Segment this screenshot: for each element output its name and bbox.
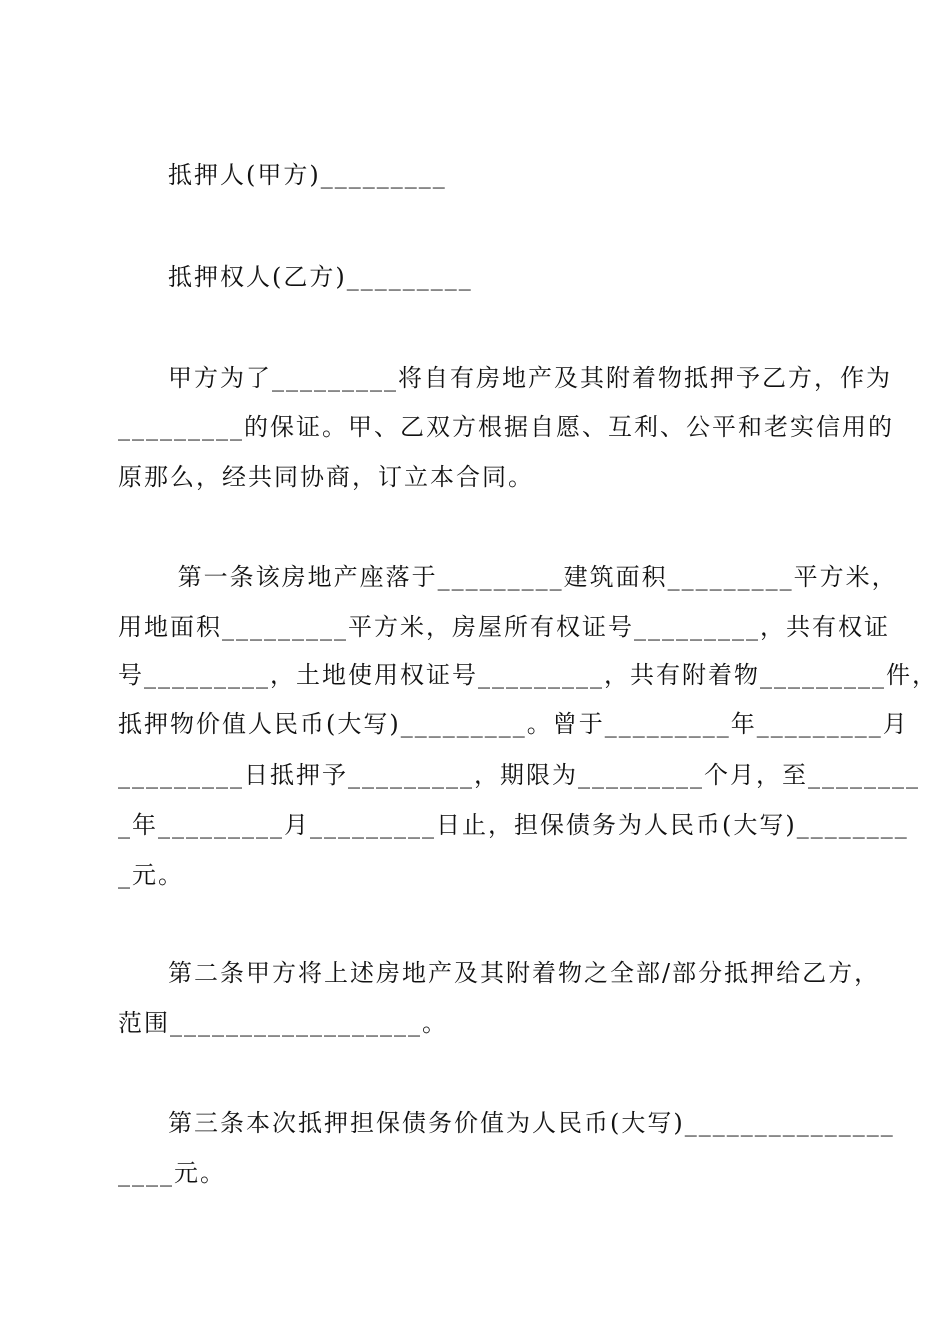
article2-line-2: 范围__________________。 [118, 1009, 448, 1037]
intro-line-1: 甲方为了_________将自有房地产及其附着物抵押予乙方，作为 [168, 364, 892, 392]
article1-line-3: 号_________，土地使用权证号_________，共有附着物_________件， [118, 661, 938, 689]
article1-line-1: 第一条该房地产座落于_________建筑面积_________平方米， [168, 563, 898, 591]
article2-line-1: 第二条甲方将上述房地产及其附着物之全部/部分抵押给乙方， [168, 959, 881, 987]
article3-line-2: ____元。 [118, 1159, 226, 1187]
article1-line-7: _元。 [118, 861, 184, 889]
intro-line-2: _________的保证。甲、乙双方根据自愿、互利、公平和老实信用的 [118, 413, 894, 441]
party-b-line: 抵押权人(乙方)_________ [168, 263, 473, 291]
article1-line-6: _年_________月_________日止，担保债务为人民币(大写)________ [118, 811, 909, 839]
article1-line-5: _________日抵押予_________，期限为_________个月，至________ [118, 761, 920, 789]
article1-line-2: 用地面积_________平方米，房屋所有权证号_________，共有权证 [118, 613, 890, 641]
article1-line-4: 抵押物价值人民币(大写)_________。曾于_________年_________月 [118, 710, 909, 738]
party-a-line: 抵押人(甲方)_________ [168, 161, 447, 189]
intro-line-3: 原那么，经共同协商，订立本合同。 [118, 463, 534, 491]
article3-line-1: 第三条本次抵押担保债务价值为人民币(大写)_______________ [168, 1109, 895, 1137]
